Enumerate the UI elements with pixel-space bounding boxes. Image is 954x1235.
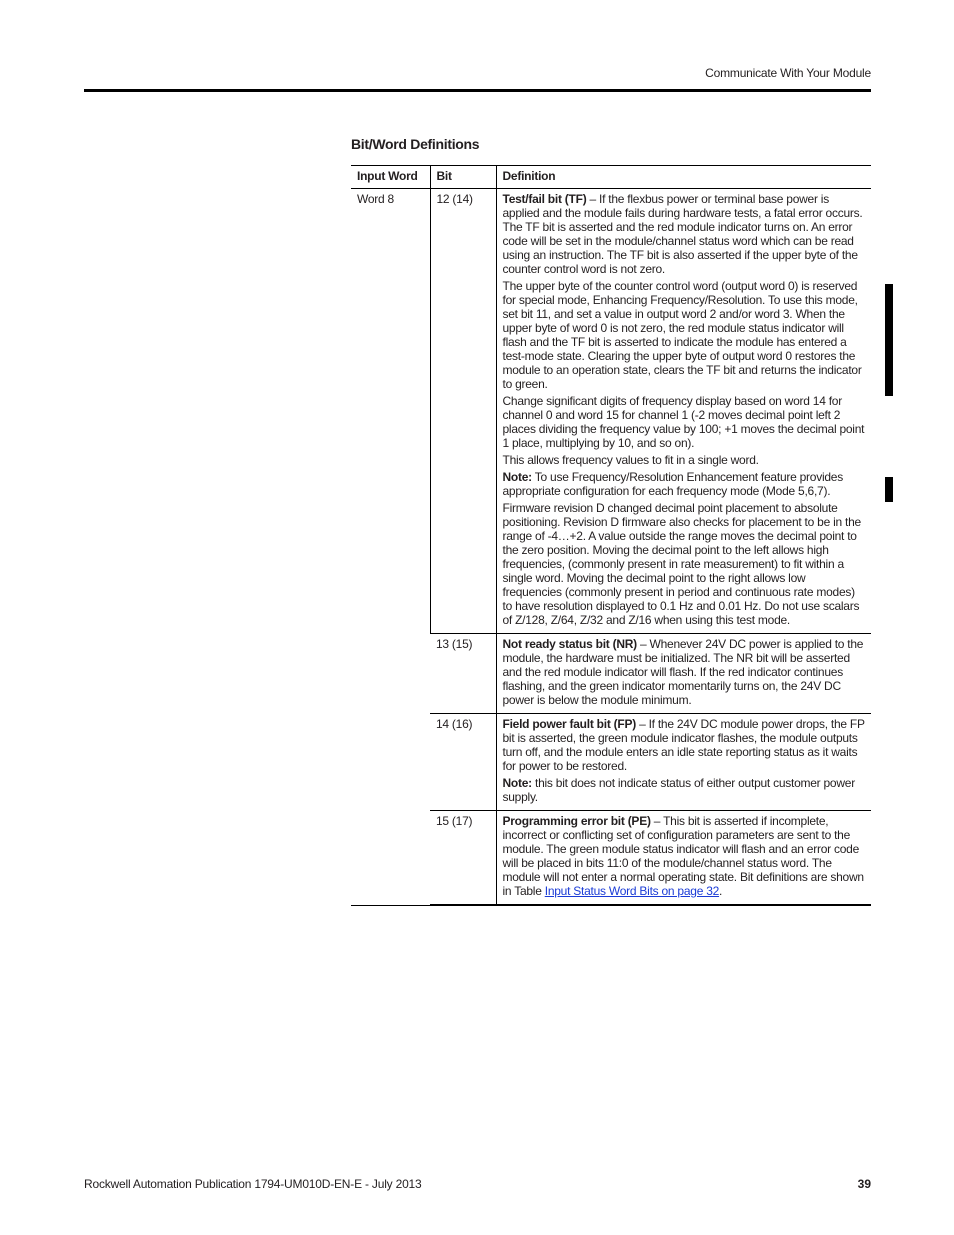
- definition-text: Change significant digits of frequency display based on word 14 for channel 0 and word 15 for channel 1 (-2 moves decimal point left 2 places dividing the frequency value by 100; +1 moves the decimal point 1 place, multiplying by 10, and so on).: [502, 394, 865, 450]
- table-header-row: [351, 166, 871, 189]
- page-number: 39: [857, 1177, 871, 1191]
- term-label: Test/fail bit (TF): [502, 192, 587, 206]
- section-title: Bit/Word Definitions: [351, 136, 480, 152]
- column-header-definition: Definition: [496, 166, 871, 189]
- header-rule: [84, 89, 871, 92]
- definition-text: this bit does not indicate status of either output customer power supply.: [502, 776, 855, 804]
- cross-reference-link[interactable]: Input Status Word Bits on page 32: [544, 884, 720, 898]
- bit-word-definitions-table: [351, 165, 871, 906]
- bit-cell: 14 (16): [430, 714, 496, 811]
- running-header: Communicate With Your Module: [705, 66, 871, 80]
- table-row: [351, 189, 871, 634]
- definition-text: This allows frequency values to fit in a single word.: [502, 453, 759, 467]
- definition-paragraph: [503, 814, 866, 898]
- footer-publication: Rockwell Automation Publication 1794-UM010D-EN-E - July 2013: [84, 1177, 422, 1191]
- input-word-cell: Word 8: [351, 189, 430, 906]
- definition-paragraph: [503, 453, 866, 467]
- term-label: Field power fault bit (FP): [502, 717, 636, 731]
- definition-text: – If the flexbus power or terminal base power is applied and the module fails during hardware tests, a fatal error occurs. The TF bit is asserted and the red module indicator turns on. An error code will be set in the module/channel status word which can be read using an instruction. The TF bit is also asserted if the upper byte of the counter control word is not zero.: [502, 192, 863, 276]
- definition-paragraph: [503, 637, 866, 707]
- column-header-input-word: Input Word: [351, 166, 430, 189]
- definition-paragraph: [503, 776, 866, 804]
- definition-text: The upper byte of the counter control word (output word 0) is reserved for special mode, Enhancing Frequency/Resolution. To use this mode, set bit 11, and set a value in output word 2 and/or word 3. When the upper byte of word 0 is not zero, the red module status indicator will flash and the TF bit is asserted to indicate the module has entered a test-mode state. Clearing the upper byte of output word 0 restores the module to an operation state, clears the TF bit and returns the indicator to green.: [502, 279, 862, 391]
- definition-cell: [496, 189, 871, 634]
- definition-paragraph: [503, 279, 866, 391]
- definition-cell: [496, 634, 871, 714]
- term-label: Not ready status bit (NR): [502, 637, 637, 651]
- definition-text: – This bit is asserted if incomplete, incorrect or conflicting set of configuration parameters are sent to the module. The green module status indicator will flash and an error code will be placed in bits 11:0 of the module/channel status word. The module will not enter a normal operating state. Bit definitions are shown in Table: [502, 814, 864, 898]
- term-label: Programming error bit (PE): [502, 814, 651, 828]
- definition-cell: [496, 811, 871, 906]
- bit-cell: 12 (14): [430, 189, 496, 634]
- definition-paragraph: [503, 501, 866, 627]
- term-label: Note:: [502, 776, 532, 790]
- definition-text: – If the 24V DC module power drops, the FP bit is asserted, the green module indicator flashes, the module outputs turn off, and the module enters an idle state reporting status as it waits for power to be restored.: [502, 717, 865, 773]
- table-body: [351, 189, 871, 906]
- definition-paragraph: [503, 470, 866, 498]
- definition-paragraph: [503, 394, 866, 450]
- bit-cell: 15 (17): [430, 811, 496, 906]
- column-header-bit: Bit: [430, 166, 496, 189]
- definition-paragraph: [503, 192, 866, 276]
- term-label: Note:: [502, 470, 532, 484]
- definition-paragraph: [503, 717, 866, 773]
- bit-cell: 13 (15): [430, 634, 496, 714]
- chapter-thumb-tab-small: [885, 477, 893, 502]
- chapter-thumb-tab: [885, 284, 893, 396]
- definition-text-tail: .: [719, 884, 723, 898]
- definition-text: – Whenever 24V DC power is applied to the module, the hardware must be initialized. The NR bit will be asserted and the red module indicator will flash. If the red indicator continues flashing, and the green indicator momentarily turns on, the 24V DC power is below the module minimum.: [502, 637, 864, 707]
- definition-cell: [496, 714, 871, 811]
- definition-text: To use Frequency/Resolution Enhancement feature provides appropriate configuration for each frequency mode (Mode 5,6,7).: [502, 470, 843, 498]
- definition-text: Firmware revision D changed decimal point placement to absolute positioning. Revision D firmware also checks for placement to be in the range of -4…+2. A value outside the range moves the decimal point to the zero position. Moving the decimal point to the left allows high frequencies, (commonly present in rate measurement) to fit within a single word. Moving the decimal point to the right allows low frequencies (commonly present in period and continuous rate modes) to have resolution displayed to 0.1 Hz and 0.01 Hz. Do not use scalars of Z/128, Z/64, Z/32 and Z/16 when using this test mode.: [502, 501, 861, 627]
